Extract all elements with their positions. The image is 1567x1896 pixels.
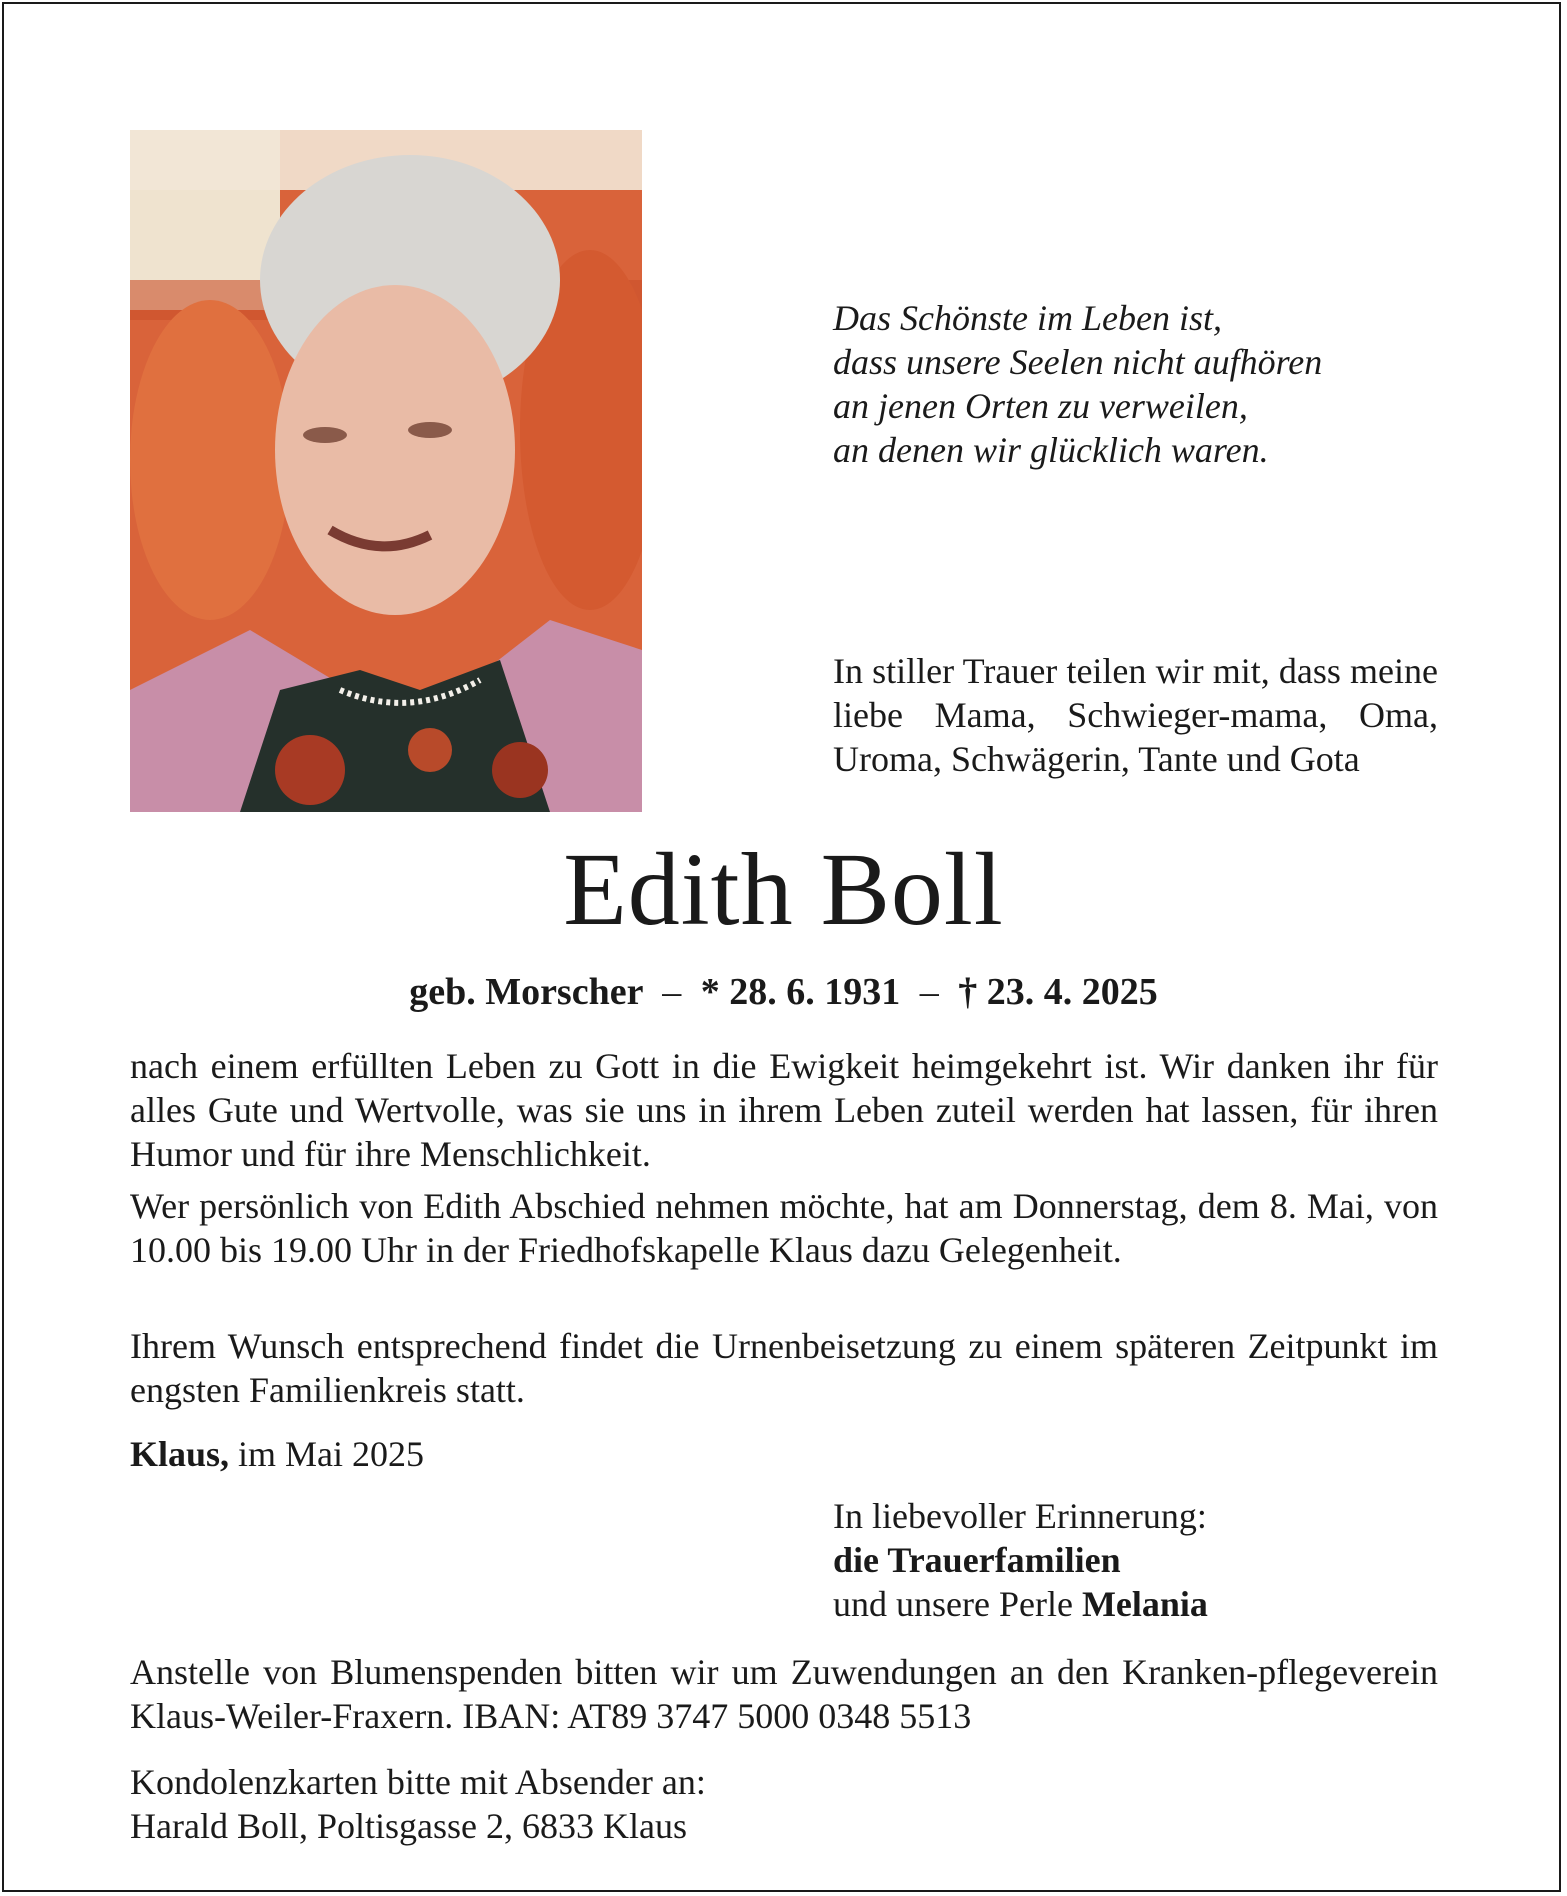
place-month: im Mai 2025: [238, 1434, 425, 1474]
donation-note: Anstelle von Blumenspenden bitten wir um Zuwendungen an den Kranken-pflegeverein Klaus-Weiler-Fraxern. IBAN: AT89 3747 5000 0348 5513: [130, 1652, 1438, 1736]
quote-line: dass unsere Seelen nicht aufhören: [833, 342, 1323, 382]
condolence-note: [130, 1760, 1438, 1848]
quote-line: Das Schönste im Leben ist,: [833, 298, 1222, 338]
memorial-quote: [833, 296, 1453, 472]
separator: –: [662, 971, 682, 1013]
signature-name: Melania: [1081, 1584, 1208, 1624]
place-city: Klaus,: [130, 1434, 230, 1474]
body-paragraph: Ihrem Wunsch entsprechend findet die Urnenbeisetzung zu einem späteren Zeitpunkt im engsten Familienkreis statt.: [130, 1326, 1438, 1410]
quote-line: an denen wir glücklich waren.: [833, 430, 1269, 470]
condolence-address: Harald Boll, Poltisgasse 2, 6833 Klaus: [130, 1806, 687, 1846]
signature-line: [833, 1582, 1453, 1626]
maiden-name: geb. Morscher: [409, 971, 643, 1013]
place-date: [130, 1432, 424, 1476]
portrait-photo: [130, 130, 642, 812]
birth-date: * 28. 6. 1931: [700, 971, 901, 1013]
signature-line: In liebevoller Erinnerung:: [833, 1496, 1207, 1536]
death-date: † 23. 4. 2025: [958, 971, 1158, 1013]
portrait-image: [130, 130, 642, 812]
signature-prefix: und unsere Perle: [833, 1584, 1073, 1624]
signature-block: [833, 1494, 1453, 1626]
body-paragraph: nach einem erfüllten Leben zu Gott in die Ewigkeit heimgekehrt ist. Wir danken ihr für alles Gute und Wertvolle, was sie uns in ihrem Leben zuteil werden hat lassen, für ihren Humor und für ihre Menschlichkeit.: [130, 1046, 1438, 1174]
separator: –: [919, 971, 939, 1013]
quote-line: an jenen Orten zu verweilen,: [833, 386, 1248, 426]
life-dates: [0, 968, 1567, 1016]
body-paragraph: Wer persönlich von Edith Abschied nehmen möchte, hat am Donnerstag, dem 8. Mai, von 10.00 bis 19.00 Uhr in der Friedhofskapelle Klaus dazu Gelegenheit.: [130, 1186, 1438, 1270]
announcement-intro: In stiller Trauer teilen wir mit, dass meine liebe Mama, Schwieger-mama, Oma, Uroma, Schwägerin, Tante und Gota: [833, 651, 1438, 779]
signature-families: die Trauerfamilien: [833, 1540, 1121, 1580]
deceased-name: Edith Boll: [563, 832, 1004, 947]
condolence-line: Kondolenzkarten bitte mit Absender an:: [130, 1762, 706, 1802]
